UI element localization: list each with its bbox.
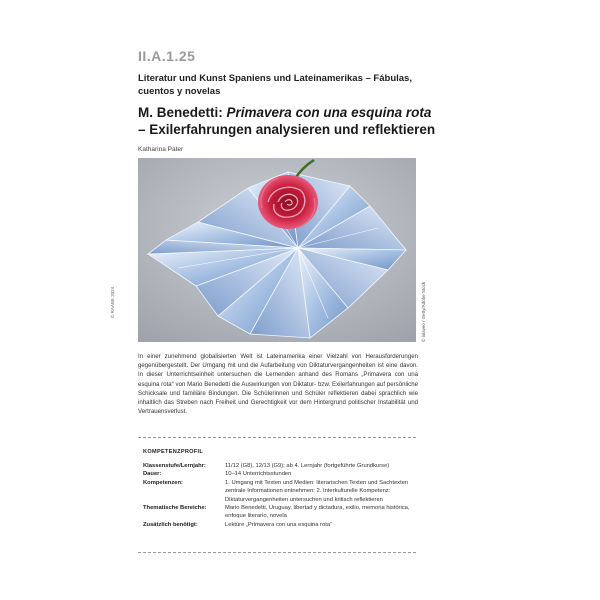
profil-value: Mario Benedetti, Uruguay, libertad y dictadura, exilio, memoria histórica, enfoque literario, novela bbox=[225, 505, 410, 520]
title-prefix: M. Benedetti: bbox=[138, 105, 227, 120]
profil-label: Klassenstufe/Lernjahr: bbox=[143, 463, 206, 469]
page-title bbox=[138, 104, 438, 138]
photo-illustration bbox=[138, 158, 416, 342]
profil-label: Zusätzlich benötigt: bbox=[143, 521, 198, 528]
divider-top bbox=[138, 437, 416, 438]
profil-label: Dauer: bbox=[143, 471, 162, 478]
profil-row-dauer bbox=[143, 470, 418, 478]
copyright-note: © RAABE 2024 bbox=[110, 286, 115, 318]
profil-value: 11/12 (G8), 12/13 (G9); ab 4. Lernjahr (fortgeführte Grundkurse) bbox=[225, 463, 390, 469]
profil-row-themen bbox=[143, 504, 418, 521]
series-title: Literatur und Kunst Spaniens und Lateinamerikas – Fábulas, cuentos y novelas bbox=[138, 73, 412, 97]
profil-label: Thematische Bereiche: bbox=[143, 505, 207, 512]
unit-code: II.A.1.25 bbox=[138, 48, 196, 64]
divider-bottom bbox=[138, 552, 416, 553]
profil-row-kompetenzen bbox=[143, 479, 418, 504]
profil-value: 10–14 Unterrichtsstunden bbox=[225, 471, 292, 478]
title-italic: Primavera con una esquina rota bbox=[226, 105, 432, 120]
rose bbox=[258, 175, 318, 229]
profil-row-zusaetzlich bbox=[143, 521, 418, 529]
profil-row-klassenstufe bbox=[143, 462, 418, 470]
profil-label: Kompetenzen: bbox=[143, 479, 183, 486]
profil-value: Lektüre „Primavera con una esquina rota“ bbox=[225, 521, 332, 528]
intro-paragraph bbox=[138, 352, 418, 416]
rose-on-broken-mirror-photo bbox=[138, 158, 416, 342]
image-credit: © lalaveo / Getty/Adobe Stock bbox=[421, 281, 426, 342]
kompetenzprofil-title: KOMPETENZPROFIL bbox=[143, 449, 204, 455]
intro-text: In einer zunehmend globalisierten Welt ist Lateinamerika einer Vielzahl von Herausforderungen gegenübergestellt. Der Umgang mit und die Aufarbeitung von Diktaturvergangenheiten ist eine davon. In dieser Unterrichtseinheit untersuchen die Lernenden anhand des Romans „Primavera con una esquina rota“ von Mario Benedetti die Auswirkungen von Diktatur- bzw. Exilerfahrungen auf persönliche Schicksale und familiäre Bindungen. Die Schülerinnen und Schüler reflektieren dabei sprachlich wie inhaltlich das Streben nach Freiheit und Gerechtigkeit vor dem Hintergrund politischer Instabilität und Vertrauensverlust. bbox=[138, 353, 418, 416]
author: Katharina Pater bbox=[138, 146, 184, 153]
title-suffix: – Exilerfahrungen analysieren und reflektieren bbox=[138, 122, 436, 137]
profil-value: 1. Umgang mit Texten und Medien: literarischen Texten und Sachtexten zentrale Informationen entnehmen; 2. Interkulturelle Kompetenz: Diktaturvergangenheiten untersuchen und kritisch reflektieren bbox=[225, 479, 409, 503]
kompetenzprofil bbox=[143, 449, 418, 529]
